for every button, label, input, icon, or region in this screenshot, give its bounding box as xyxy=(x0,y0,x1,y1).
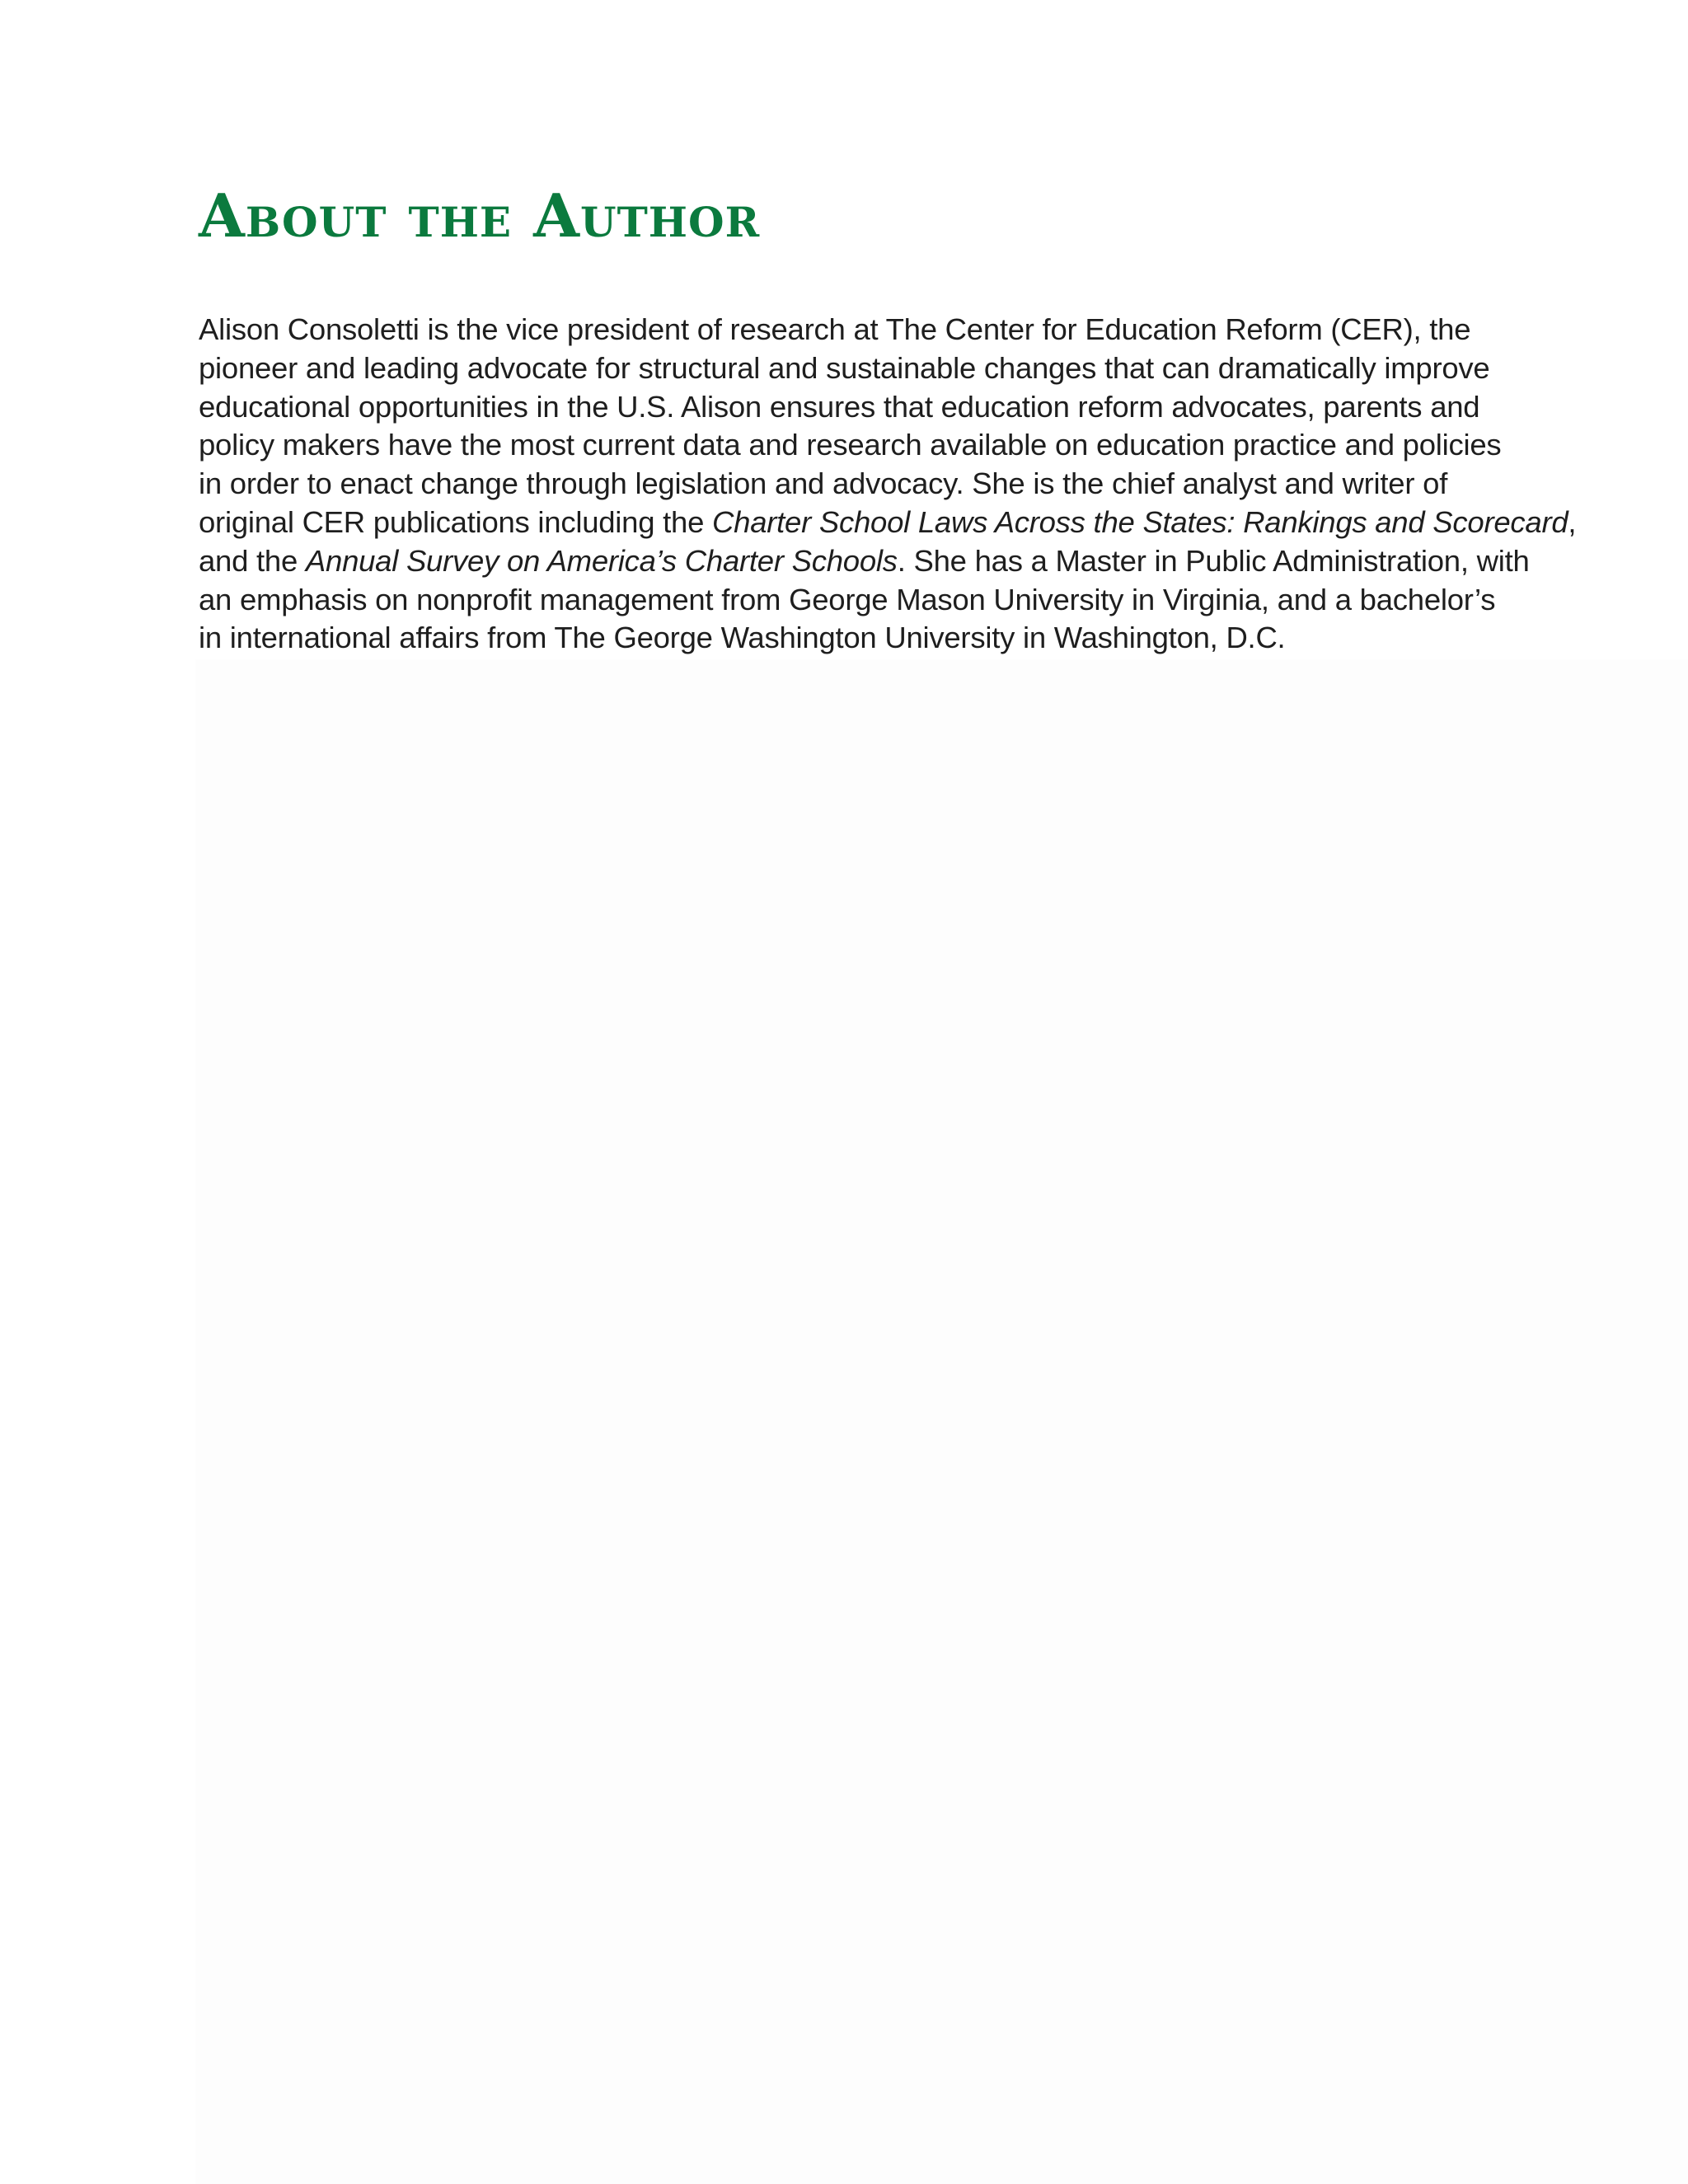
bio-text: and the xyxy=(199,543,306,578)
publication-title: Annual Survey on America’s Charter Schools xyxy=(305,543,898,578)
bio-line: educational opportunities in the U.S. Alison ensures that education reform advocates, parents and xyxy=(199,389,1480,424)
bio-text: , xyxy=(1568,504,1577,539)
publication-title: Charter School Laws Across the States: Rankings and Scorecard xyxy=(712,504,1568,539)
page-background-tint xyxy=(195,659,1688,2184)
bio-line xyxy=(199,504,1577,542)
bio-line: an emphasis on nonprofit management from George Mason University in Virginia, and a bachelor’s xyxy=(199,582,1496,616)
bio-text: original CER publications including the xyxy=(199,504,713,539)
bio-text: . She has a Master in Public Administration, with xyxy=(897,543,1530,578)
author-bio-paragraph xyxy=(199,311,1577,658)
bio-line: in international affairs from The George Washington University in Washington, D.C. xyxy=(199,621,1286,655)
bio-line: pioneer and leading advocate for structural and sustainable changes that can dramatically improve xyxy=(199,350,1490,385)
bio-line xyxy=(199,542,1530,581)
page-title: About the Author xyxy=(199,180,761,251)
bio-line: policy makers have the most current data and research available on education practice and policies xyxy=(199,428,1502,462)
bio-line: Alison Consoletti is the vice president of research at The Center for Education Reform (CER), the xyxy=(199,312,1471,346)
bio-line: in order to enact change through legislation and advocacy. She is the chief analyst and writer of xyxy=(199,466,1448,501)
